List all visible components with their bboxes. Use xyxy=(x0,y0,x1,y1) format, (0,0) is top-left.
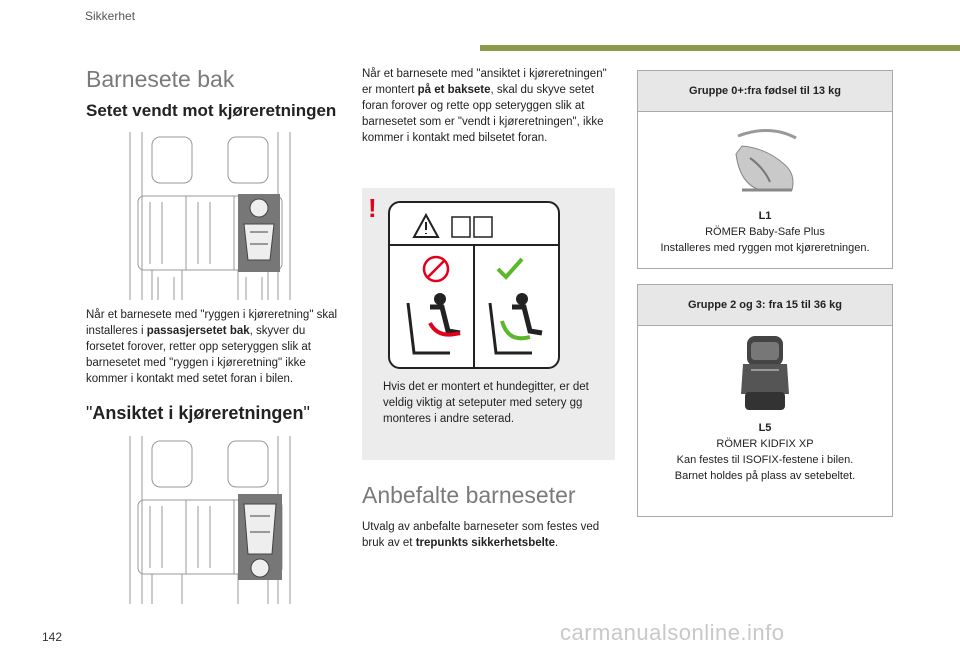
group1-seat-image xyxy=(730,124,800,196)
group2-note2: Barnet holdes på plass av setebeltet. xyxy=(674,470,856,482)
group2-table xyxy=(637,284,893,517)
section-heading-rear-facing: Setet vendt mot kjøreretningen xyxy=(86,101,337,120)
group1-header: Gruppe 0+:fra fødsel til 13 kg xyxy=(638,71,892,112)
rear-facing-paragraph: Når et barnesete med "ryggen i kjøreretning" skal installeres i passasjersetet bak, skyver du forsetet forover, retter opp seteryggen slik at barnesetet med "ryggen i kjøreretning" ikke kommer i kontakt med setet foran i bilen. xyxy=(86,309,338,385)
rear-facing-seat-diagram xyxy=(122,132,298,300)
section-heading-forward-facing: "Ansiktet i kjøreretningen" xyxy=(86,403,310,423)
recommended-seats-paragraph: Utvalg av anbefalte barneseter som festes ved bruk av et trepunkts sikkerhetsbelte. xyxy=(362,521,600,549)
page-title: Barnesete bak xyxy=(86,66,235,92)
warning-pictogram xyxy=(388,201,560,369)
group2-seat-image xyxy=(737,334,793,414)
check-icon xyxy=(498,259,522,277)
watermark: carmanualsonline.info xyxy=(560,620,785,645)
group2-header: Gruppe 2 og 3: fra 15 til 36 kg xyxy=(638,285,892,326)
forward-facing-paragraph: Når et barnesete med "ansiktet i kjøreretningen" er montert på et baksete, skal du skyve setet foran forover og rette opp seteryggen slik at barnesetet som er "vendt i kjøreretningen", ikke kommer i kontakt med bilsetet foran. xyxy=(362,68,607,144)
group2-name: RÖMER KIDFIX XP xyxy=(716,438,814,450)
group1-note: Installeres med ryggen mot kjøreretningen. xyxy=(660,242,870,254)
warning-text: Hvis det er montert et hundegitter, er det veldig viktig at seteputer med setery gg monteres i andre seterad. xyxy=(383,381,589,425)
recommended-seats-title: Anbefalte barneseter xyxy=(362,482,576,508)
group1-name: RÖMER Baby-Safe Plus xyxy=(705,226,825,238)
group2-note1: Kan festes til ISOFIX-festene i bilen. xyxy=(676,454,854,466)
group1-table xyxy=(637,70,893,269)
group1-code: L1 xyxy=(758,210,772,222)
section-header: Sikkerhet xyxy=(85,9,136,23)
pictogram-graphic xyxy=(390,203,558,367)
group2-code: L5 xyxy=(758,422,772,434)
warning-icon: ! xyxy=(368,193,377,223)
forward-facing-seat-diagram xyxy=(122,436,298,604)
header-bar xyxy=(480,45,960,51)
page-number: 142 xyxy=(42,630,63,644)
